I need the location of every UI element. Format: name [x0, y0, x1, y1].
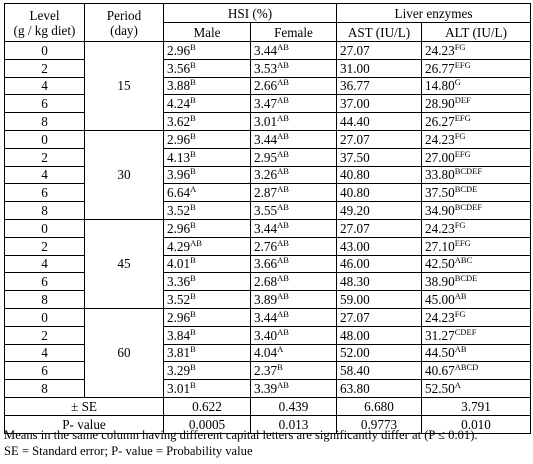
liver-enzymes-header: Liver enzymes [337, 4, 531, 23]
level-header: Level (g / kg diet) [5, 4, 85, 42]
male-cell-letters: B [190, 291, 196, 302]
se-male: 0.622 [164, 397, 251, 415]
female-cell [251, 273, 337, 291]
alt-header: ALT (IU/L) [422, 23, 531, 42]
male-cell-value: 2.96 [167, 309, 191, 325]
table-row [5, 59, 531, 77]
alt-cell-letters: G [454, 77, 461, 88]
se-alt: 3.791 [422, 397, 531, 415]
male-cell-letters: AB [190, 237, 202, 248]
female-cell-value: 3.53 [254, 60, 278, 76]
level-cell: 0 [5, 219, 85, 237]
male-cell-letters: B [190, 273, 196, 284]
level-cell: 8 [5, 202, 85, 220]
alt-cell-value: 37.50 [425, 185, 455, 201]
male-cell-value: 3.01 [167, 381, 191, 397]
female-cell [251, 326, 337, 344]
alt-cell-value: 24.23 [425, 42, 455, 58]
results-table [4, 3, 531, 434]
male-cell-letters: B [190, 166, 196, 177]
ast-cell: 58.40 [337, 362, 422, 380]
male-cell-value: 4.01 [167, 256, 191, 272]
female-header: Female [251, 23, 337, 42]
male-cell-value: 2.96 [167, 220, 191, 236]
male-cell-value: 3.29 [167, 363, 191, 379]
female-cell [251, 255, 337, 273]
ast-header: AST (IU/L) [337, 23, 422, 42]
level-cell: 6 [5, 362, 85, 380]
alt-cell [422, 184, 531, 202]
male-cell-letters: B [190, 95, 196, 106]
alt-cell-value: 44.50 [425, 345, 455, 361]
female-cell-value: 2.87 [254, 185, 278, 201]
female-cell-letters: AB [277, 237, 289, 248]
alt-cell-letters: BCDEF [454, 202, 483, 213]
female-cell-letters: AB [277, 166, 289, 177]
ast-cell: 40.80 [337, 184, 422, 202]
male-cell-value: 2.96 [167, 42, 191, 58]
level-cell: 0 [5, 42, 85, 60]
ast-cell: 48.00 [337, 326, 422, 344]
level-cell: 2 [5, 237, 85, 255]
alt-cell-letters: CDEF [454, 326, 477, 337]
alt-cell [422, 130, 531, 148]
alt-cell [422, 273, 531, 291]
female-cell-letters: AB [277, 291, 289, 302]
female-cell-letters: AB [277, 95, 289, 106]
male-cell-value: 3.84 [167, 327, 191, 343]
table-notes [4, 428, 530, 459]
female-cell-value: 3.55 [254, 203, 278, 219]
alt-cell-letters: FG [454, 130, 466, 141]
alt-cell-value: 28.90 [425, 96, 455, 112]
female-cell-value: 2.76 [254, 238, 278, 254]
pvalue-female: 0.013 [251, 415, 337, 433]
level-cell: 8 [5, 291, 85, 309]
alt-cell-value: 45.00 [425, 292, 455, 308]
level-cell: 6 [5, 273, 85, 291]
male-cell [164, 237, 251, 255]
alt-cell-value: 42.50 [425, 256, 455, 272]
table-row [5, 95, 531, 113]
male-cell-value: 4.24 [167, 96, 191, 112]
ast-cell: 43.00 [337, 237, 422, 255]
female-cell [251, 202, 337, 220]
alt-cell-letters: EFG [454, 148, 471, 159]
table-row [5, 219, 531, 237]
female-cell-letters: AB [277, 113, 289, 124]
table-row [5, 166, 531, 184]
male-cell-value: 4.29 [167, 238, 191, 254]
male-cell-letters: B [190, 362, 196, 373]
male-cell-letters: B [190, 77, 196, 88]
alt-cell [422, 202, 531, 220]
male-cell-value: 3.88 [167, 78, 191, 94]
table-row [5, 344, 531, 362]
female-cell [251, 130, 337, 148]
male-cell-value: 3.52 [167, 203, 191, 219]
female-cell [251, 59, 337, 77]
alt-cell [422, 219, 531, 237]
alt-cell-letters: FG [454, 308, 466, 319]
female-cell-value: 4.04 [254, 345, 278, 361]
female-cell [251, 380, 337, 398]
level-cell: 4 [5, 77, 85, 95]
table-row [5, 113, 531, 131]
alt-cell-letters: BCDEF [454, 166, 483, 177]
significance-note: Means in the same column having different capital letters are significantly differ at (P ≤ 0.01). [4, 428, 478, 442]
female-cell [251, 113, 337, 131]
alt-cell [422, 166, 531, 184]
ast-cell: 40.80 [337, 166, 422, 184]
male-cell [164, 380, 251, 398]
alt-cell-value: 24.23 [425, 220, 455, 236]
female-cell-letters: AB [277, 148, 289, 159]
female-cell-value: 3.44 [254, 131, 278, 147]
alt-cell-letters: EFG [454, 237, 471, 248]
table-row [5, 308, 531, 326]
male-cell [164, 42, 251, 60]
male-cell [164, 291, 251, 309]
table-row [5, 380, 531, 398]
alt-cell-value: 31.27 [425, 327, 455, 343]
pvalue-male: 0.0005 [164, 415, 251, 433]
level-cell: 2 [5, 59, 85, 77]
female-cell [251, 344, 337, 362]
alt-cell-value: 24.23 [425, 309, 455, 325]
female-cell [251, 362, 337, 380]
se-ast: 6.680 [337, 397, 422, 415]
level-cell: 6 [5, 184, 85, 202]
male-cell-value: 3.36 [167, 274, 191, 290]
male-cell-value: 4.13 [167, 149, 191, 165]
male-cell-letters: B [190, 113, 196, 124]
alt-cell-value: 26.27 [425, 114, 455, 130]
alt-cell-value: 27.10 [425, 238, 455, 254]
alt-cell [422, 59, 531, 77]
pvalue-alt: 0.010 [422, 415, 531, 433]
male-cell-value: 6.64 [167, 185, 191, 201]
male-cell-letters: B [190, 255, 196, 266]
table-row [5, 42, 531, 60]
ast-cell: 46.00 [337, 255, 422, 273]
alt-cell-letters: FG [454, 219, 466, 230]
female-cell [251, 77, 337, 95]
alt-cell-value: 52.50 [425, 381, 455, 397]
alt-cell-letters: BCDE [454, 184, 478, 195]
male-cell [164, 202, 251, 220]
level-cell: 2 [5, 326, 85, 344]
male-cell-letters: B [190, 202, 196, 213]
female-cell-letters: AB [277, 308, 289, 319]
period-cell: 30 [85, 130, 164, 219]
level-cell: 4 [5, 166, 85, 184]
level-cell: 8 [5, 113, 85, 131]
alt-cell-letters: FG [454, 41, 466, 52]
male-cell [164, 344, 251, 362]
female-cell-value: 3.44 [254, 220, 278, 236]
female-cell-value: 2.37 [254, 363, 278, 379]
female-cell-value: 2.66 [254, 78, 278, 94]
alt-cell-value: 14.80 [425, 78, 455, 94]
female-cell-letters: AB [277, 380, 289, 391]
female-cell-letters: AB [277, 59, 289, 70]
ast-cell: 27.07 [337, 308, 422, 326]
alt-cell-value: 40.67 [425, 363, 455, 379]
male-cell-letters: A [190, 184, 197, 195]
ast-cell: 48.30 [337, 273, 422, 291]
table-row [5, 184, 531, 202]
male-cell-letters: B [190, 380, 196, 391]
alt-cell [422, 326, 531, 344]
ast-cell: 37.50 [337, 148, 422, 166]
ast-cell: 27.07 [337, 130, 422, 148]
male-cell-letters: B [190, 308, 196, 319]
male-cell [164, 219, 251, 237]
ast-cell: 31.00 [337, 59, 422, 77]
alt-cell-letters: DEF [454, 95, 471, 106]
female-cell [251, 42, 337, 60]
female-cell-value: 3.44 [254, 42, 278, 58]
female-cell-value: 3.44 [254, 309, 278, 325]
male-cell [164, 148, 251, 166]
ast-cell: 36.77 [337, 77, 422, 95]
male-cell-letters: B [190, 344, 196, 355]
alt-cell-value: 38.90 [425, 274, 455, 290]
table-row [5, 326, 531, 344]
male-cell [164, 308, 251, 326]
alt-cell [422, 148, 531, 166]
female-cell-value: 3.26 [254, 167, 278, 183]
level-cell: 0 [5, 308, 85, 326]
alt-cell-letters: EFG [454, 113, 471, 124]
female-cell [251, 308, 337, 326]
alt-cell-value: 26.77 [425, 60, 455, 76]
ast-cell: 44.40 [337, 113, 422, 131]
alt-cell [422, 308, 531, 326]
abbreviation-note: SE = Standard error; P- value = Probability value [4, 443, 253, 458]
ast-cell: 37.00 [337, 95, 422, 113]
level-cell: 4 [5, 255, 85, 273]
female-cell-value: 2.68 [254, 274, 278, 290]
female-cell-value: 3.01 [254, 114, 278, 130]
female-cell [251, 291, 337, 309]
alt-cell [422, 291, 531, 309]
alt-cell [422, 380, 531, 398]
male-cell [164, 77, 251, 95]
female-cell-letters: AB [277, 41, 289, 52]
male-cell-letters: B [190, 219, 196, 230]
table-row [5, 291, 531, 309]
female-cell-letters: AB [277, 219, 289, 230]
female-cell [251, 237, 337, 255]
female-cell-letters: AB [277, 273, 289, 284]
female-cell-letters: AB [277, 202, 289, 213]
level-cell: 6 [5, 95, 85, 113]
alt-cell-value: 24.23 [425, 131, 455, 147]
male-cell [164, 130, 251, 148]
female-cell-letters: AB [277, 255, 289, 266]
alt-cell [422, 95, 531, 113]
level-cell: 4 [5, 344, 85, 362]
male-cell [164, 326, 251, 344]
female-cell-letters: A [277, 344, 284, 355]
ast-cell: 63.80 [337, 380, 422, 398]
male-cell-value: 3.81 [167, 345, 191, 361]
table-row [5, 273, 531, 291]
pvalue-label: P- value [5, 415, 164, 433]
period-cell: 45 [85, 219, 164, 308]
female-cell-value: 3.40 [254, 327, 278, 343]
female-cell [251, 148, 337, 166]
female-cell-value: 3.89 [254, 292, 278, 308]
female-cell-letters: AB [277, 130, 289, 141]
table-row [5, 130, 531, 148]
male-cell [164, 59, 251, 77]
male-header: Male [164, 23, 251, 42]
ast-cell: 27.07 [337, 219, 422, 237]
table-row [5, 362, 531, 380]
alt-cell-value: 27.00 [425, 149, 455, 165]
male-cell-value: 3.52 [167, 292, 191, 308]
ast-cell: 49.20 [337, 202, 422, 220]
alt-cell-letters: AB [454, 291, 467, 302]
male-cell [164, 184, 251, 202]
female-cell-value: 2.95 [254, 149, 278, 165]
alt-cell-letters: ABC [454, 255, 473, 266]
female-cell-value: 3.66 [254, 256, 278, 272]
table-body [5, 42, 531, 398]
male-cell-value: 2.96 [167, 131, 191, 147]
alt-cell [422, 42, 531, 60]
table-row [5, 255, 531, 273]
male-cell-letters: B [190, 41, 196, 52]
male-cell-letters: B [190, 148, 196, 159]
female-cell-value: 3.39 [254, 381, 278, 397]
alt-cell-value: 34.90 [425, 203, 455, 219]
hsi-header: HSI (%) [164, 4, 337, 23]
male-cell-letters: B [190, 326, 196, 337]
male-cell [164, 166, 251, 184]
male-cell [164, 95, 251, 113]
ast-cell: 52.00 [337, 344, 422, 362]
alt-cell [422, 77, 531, 95]
female-cell [251, 184, 337, 202]
table-row [5, 77, 531, 95]
level-cell: 2 [5, 148, 85, 166]
period-cell: 60 [85, 308, 164, 397]
female-cell-value: 3.47 [254, 96, 278, 112]
female-cell [251, 166, 337, 184]
female-cell-letters: AB [277, 77, 289, 88]
alt-cell-value: 33.80 [425, 167, 455, 183]
female-cell [251, 95, 337, 113]
male-cell-value: 3.56 [167, 60, 191, 76]
pvalue-ast: 0.9773 [337, 415, 422, 433]
female-cell-letters: AB [277, 184, 289, 195]
se-female: 0.439 [251, 397, 337, 415]
level-cell: 8 [5, 380, 85, 398]
ast-cell: 27.07 [337, 42, 422, 60]
table-row [5, 148, 531, 166]
alt-cell-letters: AB [454, 344, 467, 355]
alt-cell [422, 344, 531, 362]
female-cell-letters: AB [277, 326, 289, 337]
male-cell [164, 362, 251, 380]
alt-cell-letters: BCDE [454, 273, 478, 284]
female-cell [251, 219, 337, 237]
alt-cell [422, 113, 531, 131]
alt-cell [422, 237, 531, 255]
alt-cell-letters: ABCD [454, 362, 479, 373]
alt-cell [422, 255, 531, 273]
level-cell: 0 [5, 130, 85, 148]
period-cell: 15 [85, 42, 164, 131]
female-cell-letters: B [277, 362, 283, 373]
ast-cell: 59.00 [337, 291, 422, 309]
alt-cell-letters: A [454, 380, 461, 391]
male-cell-letters: B [190, 59, 196, 70]
se-row [5, 397, 531, 415]
alt-cell [422, 362, 531, 380]
male-cell [164, 255, 251, 273]
period-header: Period (day) [85, 4, 164, 42]
se-label: ± SE [5, 397, 164, 415]
table-row [5, 202, 531, 220]
male-cell [164, 113, 251, 131]
male-cell-letters: B [190, 130, 196, 141]
male-cell [164, 273, 251, 291]
alt-cell-letters: EFG [454, 59, 471, 70]
male-cell-value: 3.62 [167, 114, 191, 130]
table-row [5, 237, 531, 255]
male-cell-value: 3.96 [167, 167, 191, 183]
